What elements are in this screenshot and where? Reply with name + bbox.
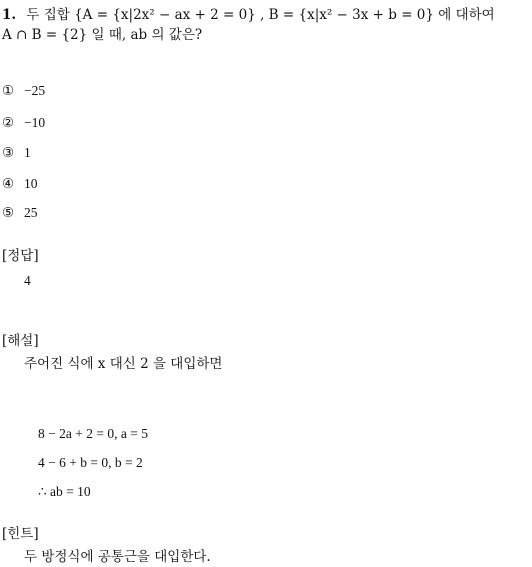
question-text-1: 두 집합 {A = {x|2x² − ax + 2 = 0} , B = {x|x² − 3x + b = 0} 에 대하여 [26, 7, 495, 23]
question-line-2: A ∩ B = {2} 일 때, ab 의 값은? [2, 27, 203, 43]
choice-5-value: 25 [24, 205, 38, 220]
choice-3-mark: ③ [2, 145, 15, 161]
explanation-intro: 주어진 식에 x 대신 2 을 대입하면 [24, 356, 223, 372]
answer-label: [정답] [2, 248, 39, 264]
choice-2-mark: ② [2, 115, 15, 131]
explanation-step-1: 8 − 2a + 2 = 0, a = 5 [38, 426, 148, 441]
question-line-1 [2, 6, 495, 24]
choice-5-mark: ⑤ [2, 205, 15, 221]
choice-2[interactable] [2, 114, 45, 132]
choice-2-value: −10 [24, 115, 46, 130]
choice-4[interactable] [2, 175, 38, 193]
question-number: 1. [2, 7, 17, 23]
choice-1-value: −25 [24, 83, 46, 98]
explanation-step-2: 4 − 6 + b = 0, b = 2 [38, 455, 143, 470]
explanation-label: [해설] [2, 333, 39, 349]
answer-value: 4 [24, 273, 31, 288]
choice-1[interactable] [2, 82, 45, 100]
choice-3[interactable] [2, 144, 31, 162]
choice-4-value: 10 [24, 176, 38, 191]
hint-text: 두 방정식에 공통근을 대입한다. [24, 549, 211, 565]
explanation-step-3: ∴ ab = 10 [38, 484, 91, 499]
choice-4-mark: ④ [2, 176, 15, 192]
choice-1-mark: ① [2, 83, 15, 99]
choice-5[interactable] [2, 204, 38, 222]
choice-3-value: 1 [24, 145, 31, 160]
hint-label: [힌트] [2, 526, 39, 542]
